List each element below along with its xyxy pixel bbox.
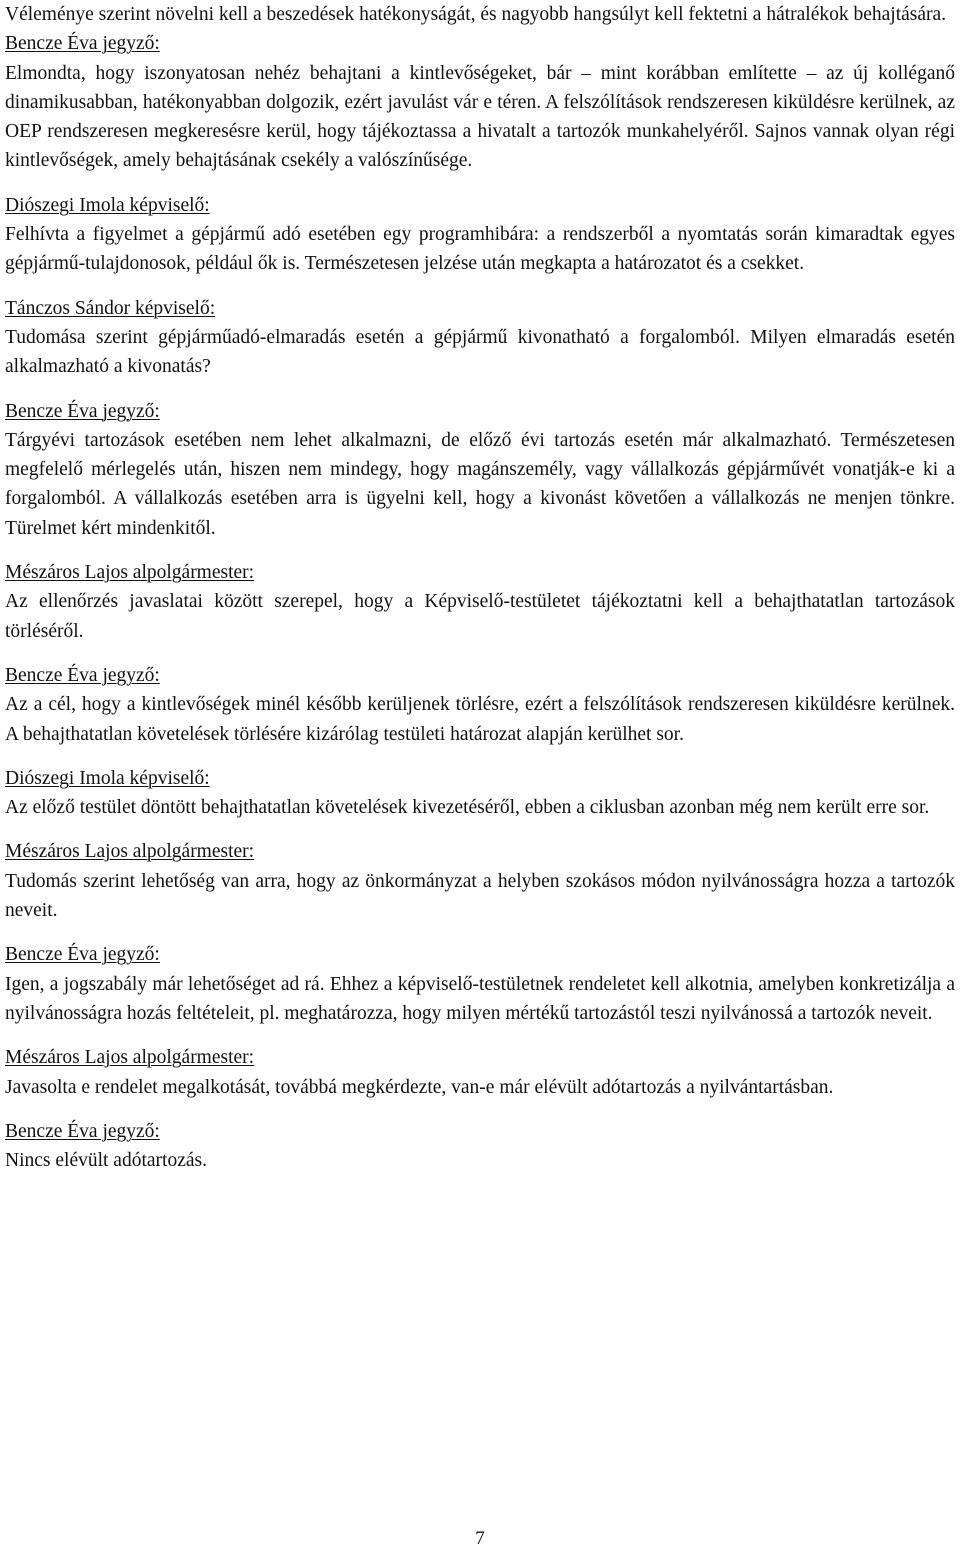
speaker-label: Bencze Éva jegyző: <box>5 664 160 686</box>
page-number: 7 <box>475 1528 485 1549</box>
speaker-label: Diószegi Imola képviselő: <box>5 767 210 789</box>
speaker-label: Bencze Éva jegyző: <box>5 1120 160 1142</box>
document-page <box>5 0 955 1175</box>
speech-text: Javasolta e rendelet megalkotását, továbbá megkérdezte, van-e már elévült adótartozás a nyilvántartásban. <box>5 1076 834 1098</box>
speaker-label: Mészáros Lajos alpolgármester: <box>5 1047 255 1069</box>
speech-text: Az ellenőrzés javaslatai között szerepel, hogy a Képviselő-testületet tájékoztatni kell a behajthatatlan tartozások törléséről. <box>5 591 955 642</box>
paragraph-opening: Véleménye szerint növelni kell a beszedések hatékonyságát, és nagyobb hangsúlyt kell fektetni a hátralékok behajtására. <box>5 4 947 25</box>
speaker-label: Bencze Éva jegyző: <box>5 33 160 55</box>
speaker-label: Bencze Éva jegyző: <box>5 400 160 422</box>
speaker-label: Mészáros Lajos alpolgármester: <box>5 562 255 584</box>
speaker-label: Mészáros Lajos alpolgármester: <box>5 841 255 863</box>
speech-text: Az a cél, hogy a kintlevőségek minél később kerüljenek törlésre, ezért a felszólítások rendszeresen kiküldésre kerülnek. A behajthatatlan követelések törlésére kizárólag testületi határozat alapján kerülhet sor. <box>5 694 955 745</box>
speech-text: Az előző testület döntött behajthatatlan követelések kivezetéséről, ebben a ciklusban azonban még nem került erre sor. <box>5 797 930 819</box>
speech-text: Tudomása szerint gépjárműadó-elmaradás esetén a gépjármű kivonatható a forgalomból. Milyen elmaradás esetén alkalmazható a kivonatás? <box>5 326 955 378</box>
speech-text: Nincs elévült adótartozás. <box>5 1150 207 1172</box>
speech-text: Tárgyévi tartozások esetében nem lehet alkalmazni, de előző évi tartozás esetén már alkalmazható. Természetesen megfelelő mérlegelés után, hiszen nem mindegy, hogy magánszemély, vagy vállalkozás gépjárművét vonatják-e ki a forgalomból. A vállalkozás esetében arra is ügyelni kell, hogy a kivonást követően a vállalkozás ne menjen tönkre. Türelmet kért mindenkitől. <box>5 429 955 539</box>
speech-text: Tudomás szerint lehetőség van arra, hogy az önkormányzat a helyben szokásos módon nyilvánosságra hozza a tartozók neveit. <box>5 870 955 922</box>
speech-text: Felhívta a figyelmet a gépjármű adó esetében egy programhibára: a rendszerből a nyomtatás során kimaradtak egyes gépjármű-tulajdonosok, például ők is. Természetesen jelzése után megkapta a határozatot és a csekket. <box>5 224 955 275</box>
speaker-label: Tánczos Sándor képviselő: <box>5 297 216 319</box>
speaker-label: Bencze Éva jegyző: <box>5 944 160 966</box>
speech-text: Igen, a jogszabály már lehetőséget ad rá. Ehhez a képviselő-testületnek rendeletet kell alkotnia, amelyben konkretizálja a nyilvánosságra hozás feltételeit, pl. meghatározza, hogy milyen mértékű tartozástól teszi nyilvánossá a tartozók neveit. <box>5 973 955 1024</box>
speaker-label: Diószegi Imola képviselő: <box>5 194 210 216</box>
speech-text: Elmondta, hogy iszonyatosan nehéz behajtani a kintlevőségeket, bár – mint korábban említette – az új kolléganő dinamikusabban, hatékonyabban dolgozik, ezért javulást vár e téren. A felszólítások rendszeresen kiküldésre kerülnek, az OEP rendszeresen megkeresésre kerül, hogy tájékoztassa a hivatalt a tartozók munkahelyéről. Sajnos vannak olyan régi kintlevőségek, amely behajtásának csekély a valószínűsége. <box>5 62 955 172</box>
